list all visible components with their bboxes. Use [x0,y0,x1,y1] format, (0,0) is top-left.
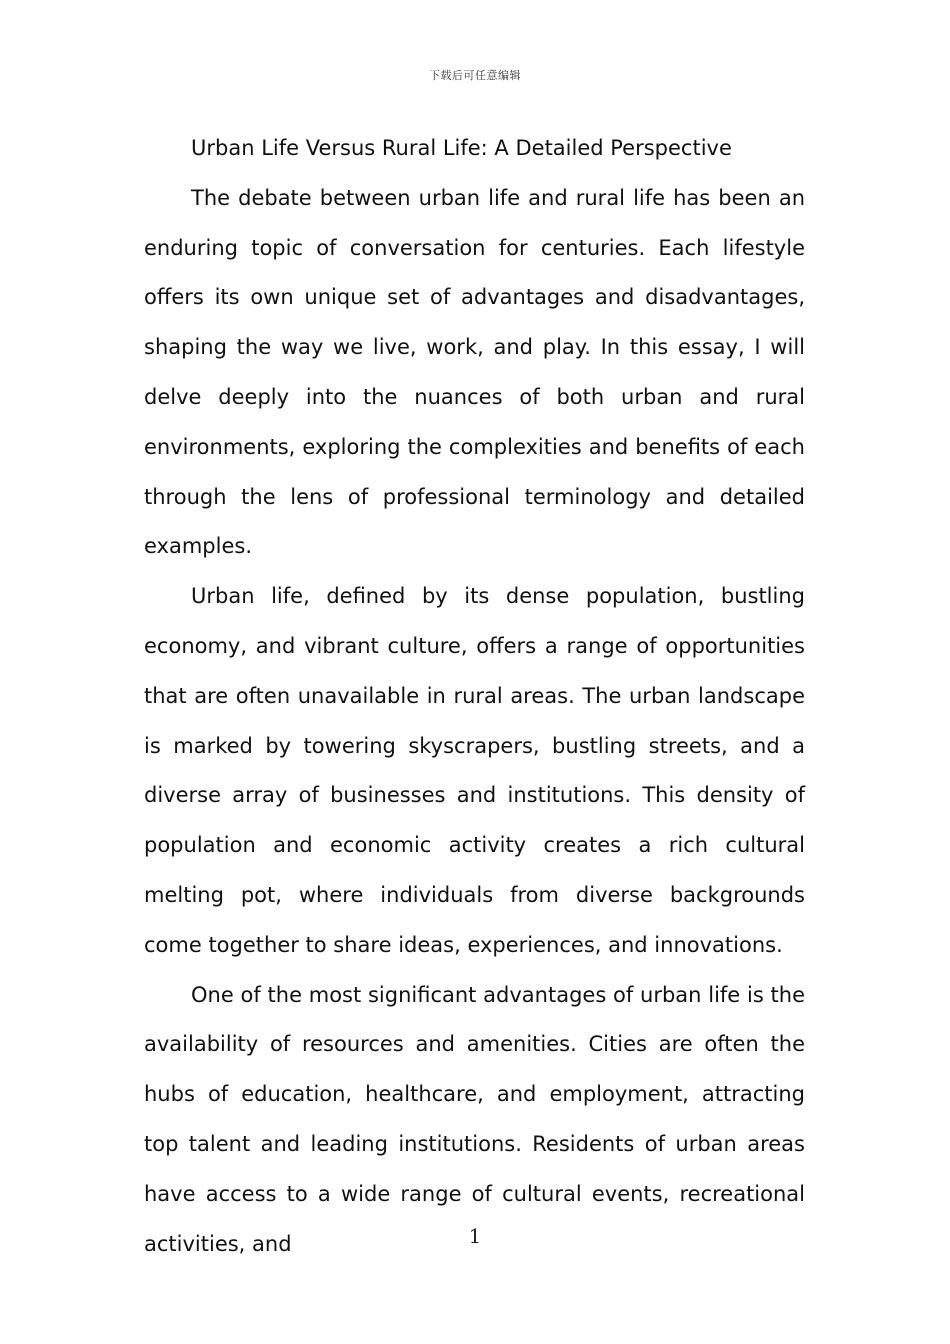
header-note: 下载后可任意编辑 [429,69,521,82]
document-body [144,124,805,1269]
document-title: Urban Life Versus Rural Life: A Detailed Perspective [191,136,732,160]
paragraph-intro: The debate between urban life and rural life has been an enduring topic of conversation for centuries. Each lifestyle offers its own unique set of advantages and disadvantages, shaping the way we live, work, and play. In this essay, I will delve deeply into the nuances of both urban and rural environments, exploring the complexities and benefits of each through the lens of professional terminology and detailed examples. [144,185,805,559]
paragraph-urban-advantages: One of the most significant advantages of urban life is the availability of resources and amenities. Cities are often the hubs of education, healthcare, and employment, attracting top talent and leading institutions. Residents of urban areas have access to a wide range of cultural events, recreational activities, and [144,982,805,1256]
page-number: 1 [468,1224,482,1248]
paragraph-urban-life: Urban life, defined by its dense population, bustling economy, and vibrant culture, offers a range of opportunities that are often unavailable in rural areas. The urban landscape is marked by towering skyscrapers, bustling streets, and a diverse array of businesses and institutions. This density of population and economic activity creates a rich cultural melting pot, where individuals from diverse backgrounds come together to share ideas, experiences, and innovations. [144,584,805,957]
